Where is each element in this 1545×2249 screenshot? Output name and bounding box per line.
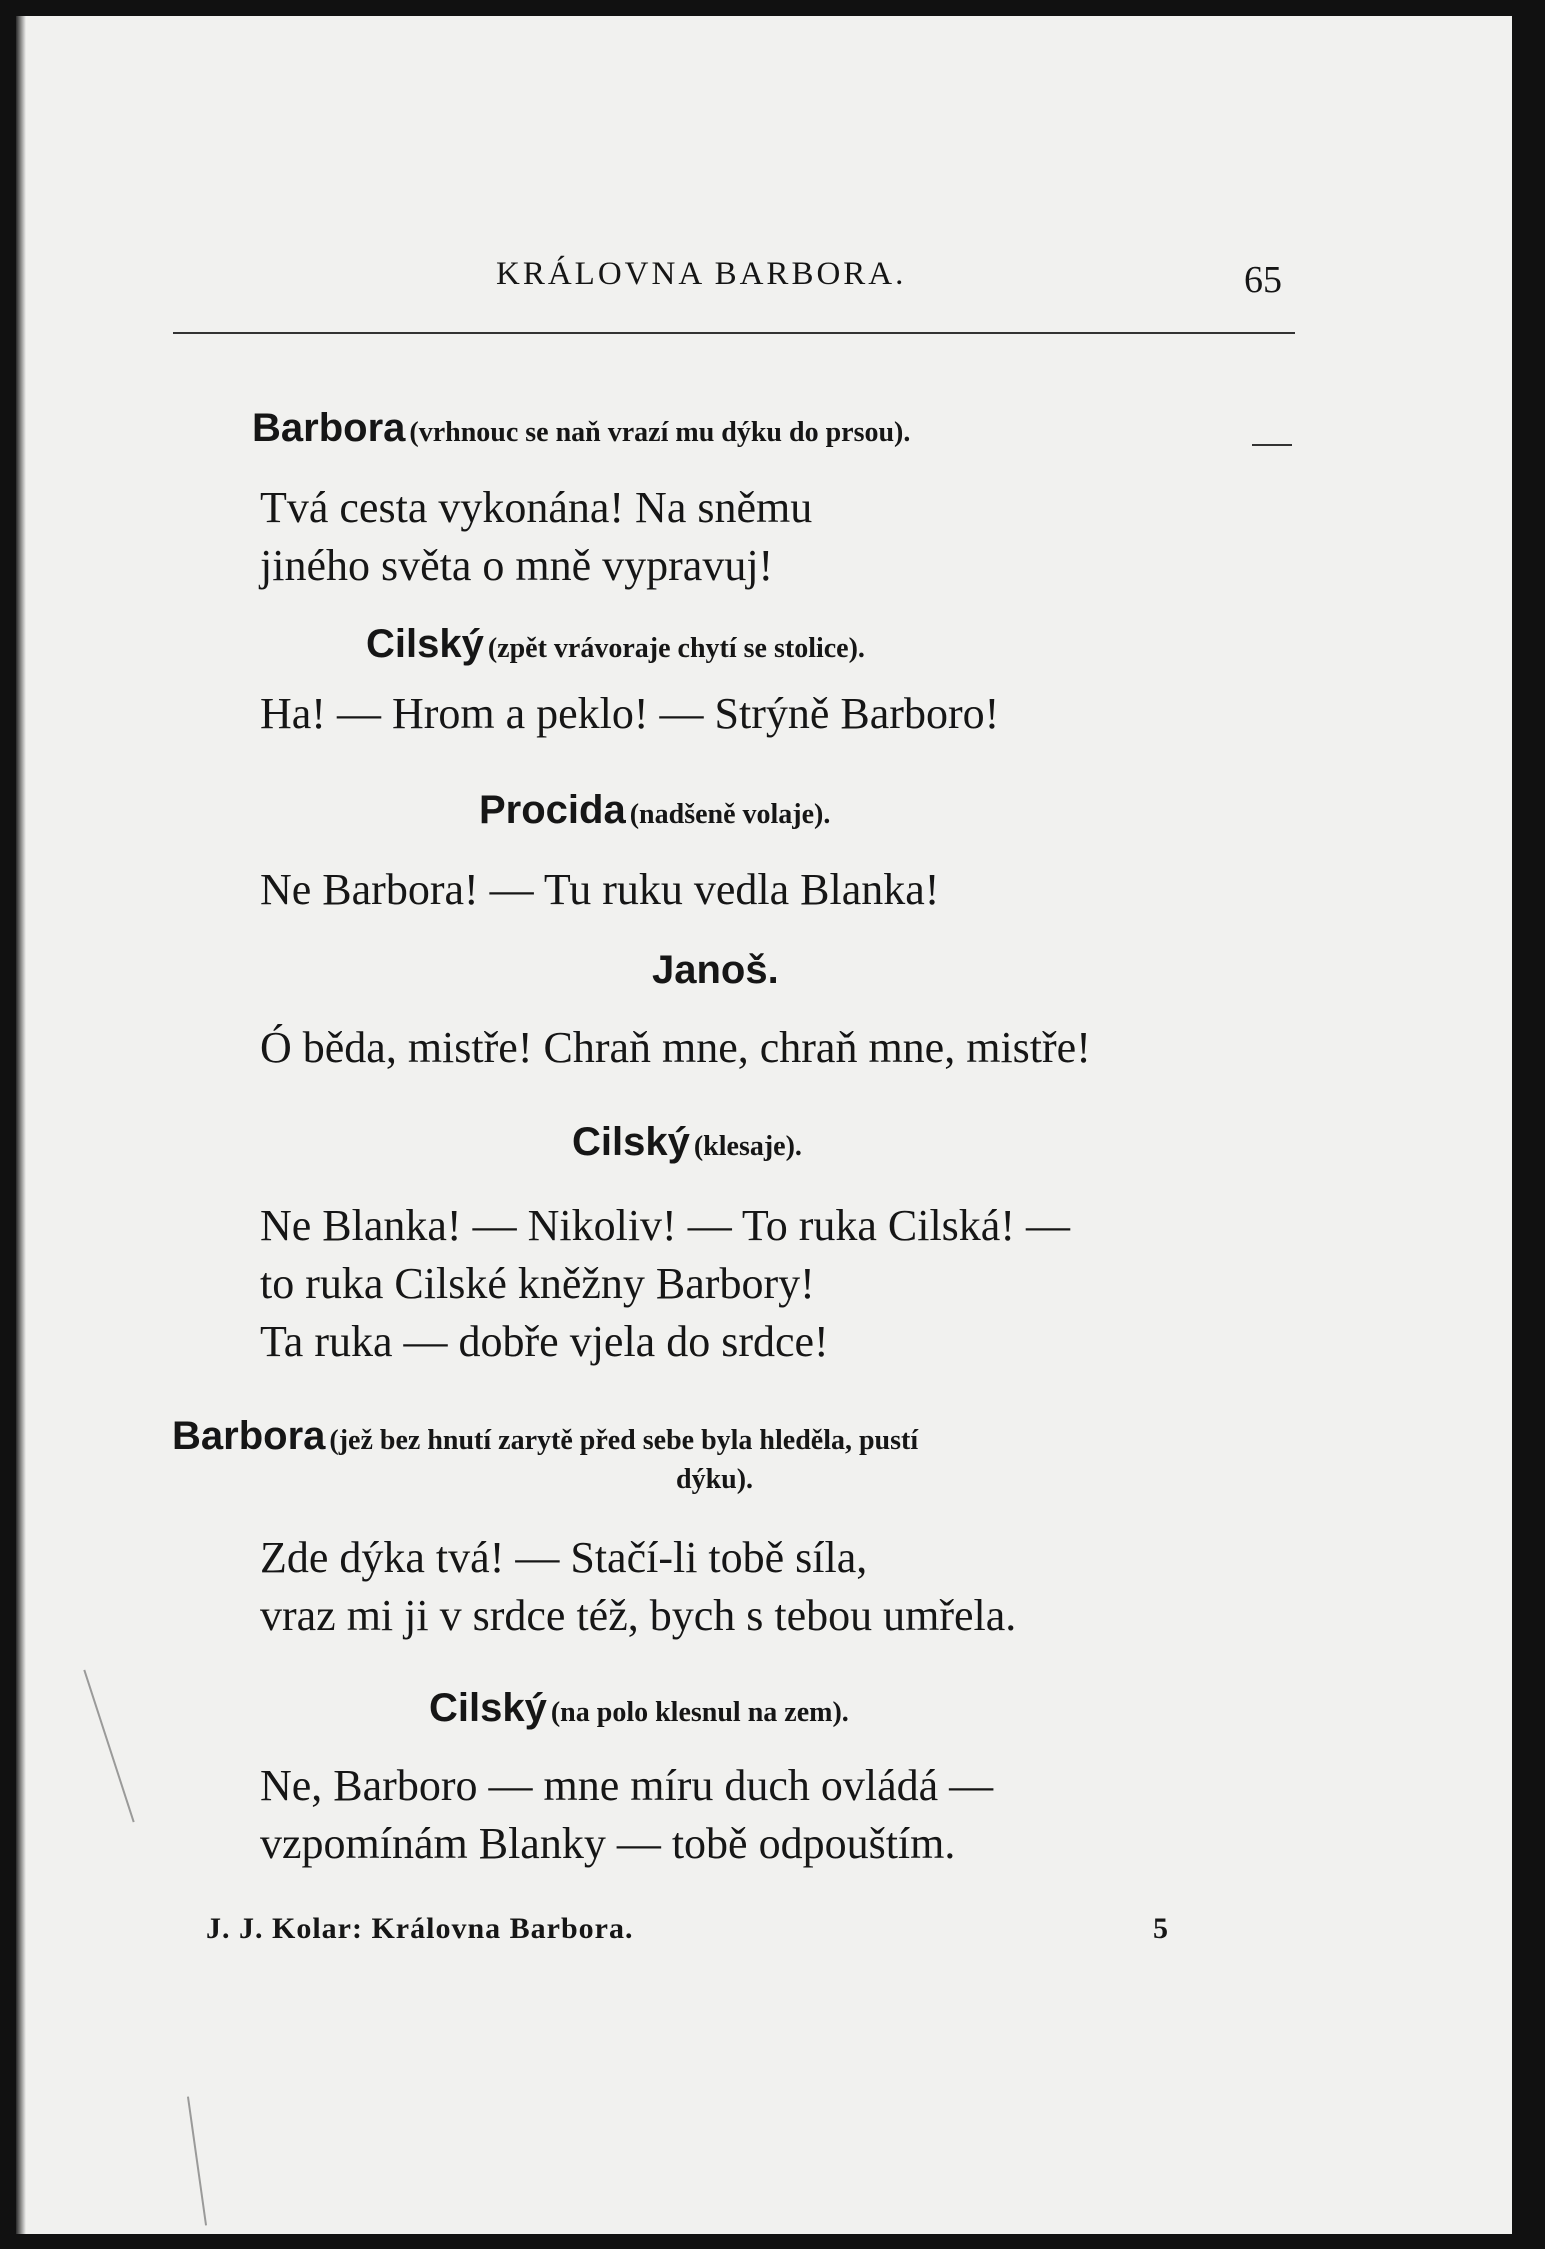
stage-direction: (jež bez hnutí zarytě před sebe byla hleděla, pustí <box>329 1425 919 1456</box>
verse-line: Ne Blanka! — Nikoliv! — To ruka Cilská! — <box>260 1201 1070 1250</box>
verse-line: Zde dýka tvá! — Stačí-li tobě síla, <box>260 1533 868 1582</box>
speech-heading <box>572 1120 802 1165</box>
speaker-name: Cilský <box>429 1686 547 1730</box>
speech-heading <box>429 1686 849 1731</box>
speaker-name: Cilský <box>572 1120 690 1164</box>
verse-line: to ruka Cilské kněžny Barbory! <box>260 1259 815 1308</box>
speaker-name: Janoš. <box>652 948 779 992</box>
speech-heading <box>479 788 830 833</box>
page-number: 65 <box>1244 259 1282 301</box>
speaker-name: Procida <box>479 788 626 832</box>
verse-line: Ne Barbora! — Tu ruku vedla Blanka! <box>260 865 940 914</box>
speaker-name: Cilský <box>366 622 484 666</box>
verse-line: Ta ruka — dobře vjela do srdce! <box>260 1317 829 1366</box>
speaker-name: Barbora <box>172 1414 326 1458</box>
sheet-number: 5 <box>1153 1912 1169 1945</box>
verse-line: Ó běda, mistře! Chraň mne, chraň mne, mistře! <box>260 1023 1091 1072</box>
scan-scratch <box>83 1670 134 1823</box>
running-title: KRÁLOVNA BARBORA. <box>496 256 907 292</box>
verse-line: Tvá cesta vykonána! Na sněmu <box>260 483 813 532</box>
speech-heading <box>366 622 865 667</box>
dash-mark <box>1252 444 1292 446</box>
scan-scratch <box>187 2096 207 2225</box>
book-page <box>16 16 1512 2234</box>
stage-direction-continuation: dýku). <box>676 1464 754 1495</box>
speech-heading <box>172 1414 918 1459</box>
signature-line: J. J. Kolar: Královna Barbora. <box>206 1912 634 1945</box>
verse-line: Ha! — Hrom a peklo! — Strýně Barboro! <box>260 689 1000 738</box>
stage-direction: (na polo klesnul na zem). <box>550 1697 849 1728</box>
header-rule <box>173 332 1295 334</box>
speech-heading <box>652 948 779 993</box>
verse-line: vraz mi ji v srdce též, bych s tebou umřela. <box>260 1591 1017 1640</box>
stage-direction: (klesaje). <box>693 1131 802 1162</box>
stage-direction: (nadšeně volaje). <box>629 799 831 830</box>
page-edge-shadow <box>16 16 26 2234</box>
stage-direction: (vrhnouc se naň vrazí mu dýku do prsou). <box>409 417 911 448</box>
stage-direction: (zpět vrávoraje chytí se stolice). <box>487 633 865 664</box>
speaker-name: Barbora <box>252 406 406 450</box>
verse-line: jiného světa o mně vypravuj! <box>260 541 774 590</box>
verse-line: Ne, Barboro — mne míru duch ovládá — <box>260 1761 994 1810</box>
speech-heading <box>252 406 910 451</box>
verse-line: vzpomínám Blanky — tobě odpouštím. <box>260 1819 956 1868</box>
